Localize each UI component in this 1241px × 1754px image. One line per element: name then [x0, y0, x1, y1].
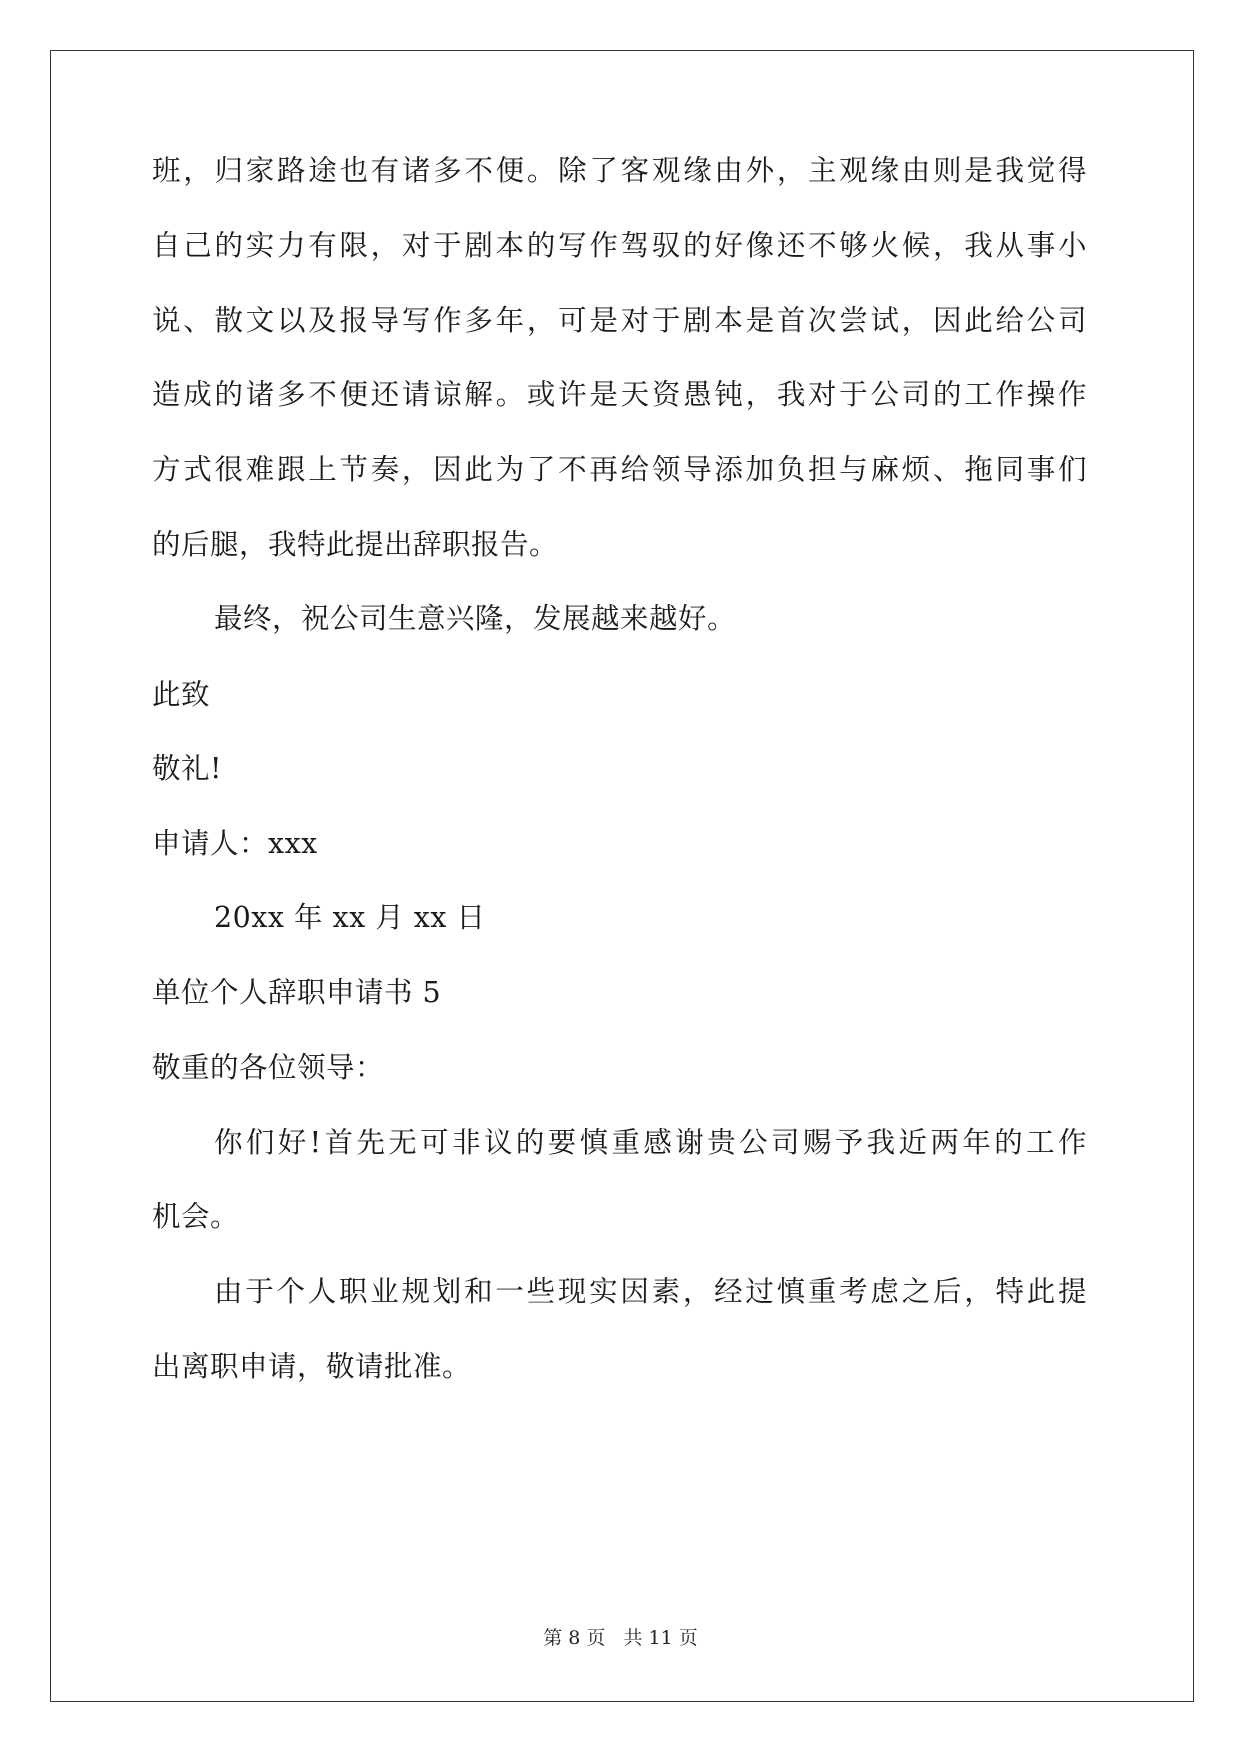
page-border [50, 50, 1194, 1702]
letter-date: 20xx 年 xx 月 xx 日 [214, 901, 486, 934]
page-number-label: 第 8 页 共 11 页 [543, 1627, 698, 1649]
paragraph-line: 班，归家路途也有诸多不便。除了客观缘由外，主观缘由则是我觉得 [152, 154, 1087, 187]
paragraph-line: 由于个人职业规划和一些现实因素，经过慎重考虑之后，特此提 [214, 1275, 1087, 1308]
paragraph-line: 的后腿，我特此提出辞职报告。 [152, 528, 559, 561]
section-title: 单位个人辞职申请书 5 [152, 976, 442, 1009]
paragraph-line: 出离职申请，敬请批准。 [152, 1350, 472, 1383]
letter-greeting: 敬重的各位领导： [152, 1051, 385, 1084]
applicant-signature: 申请人：xxx [152, 827, 318, 860]
closing-wish: 最终，祝公司生意兴隆，发展越来越好。 [214, 602, 737, 635]
paragraph-line: 方式很难跟上节奏，因此为了不再给领导添加负担与麻烦、拖同事们 [152, 453, 1087, 486]
paragraph-line: 造成的诸多不便还请谅解。或许是天资愚钝，我对于公司的工作操作 [152, 378, 1087, 411]
salutation-jing-li: 敬礼! [152, 752, 222, 785]
page-number-footer [0, 1626, 1241, 1650]
paragraph-line: 自己的实力有限，对于剧本的写作驾驭的好像还不够火候，我从事小 [152, 229, 1087, 262]
paragraph-line: 机会。 [152, 1200, 240, 1233]
paragraph-line: 你们好!首先无可非议的要慎重感谢贵公司赐予我近两年的工作 [214, 1126, 1087, 1159]
paragraph-line: 说、散文以及报导写作多年，可是对于剧本是首次尝试，因此给公司 [152, 304, 1087, 337]
salutation-ci-zhi: 此致 [152, 678, 211, 711]
